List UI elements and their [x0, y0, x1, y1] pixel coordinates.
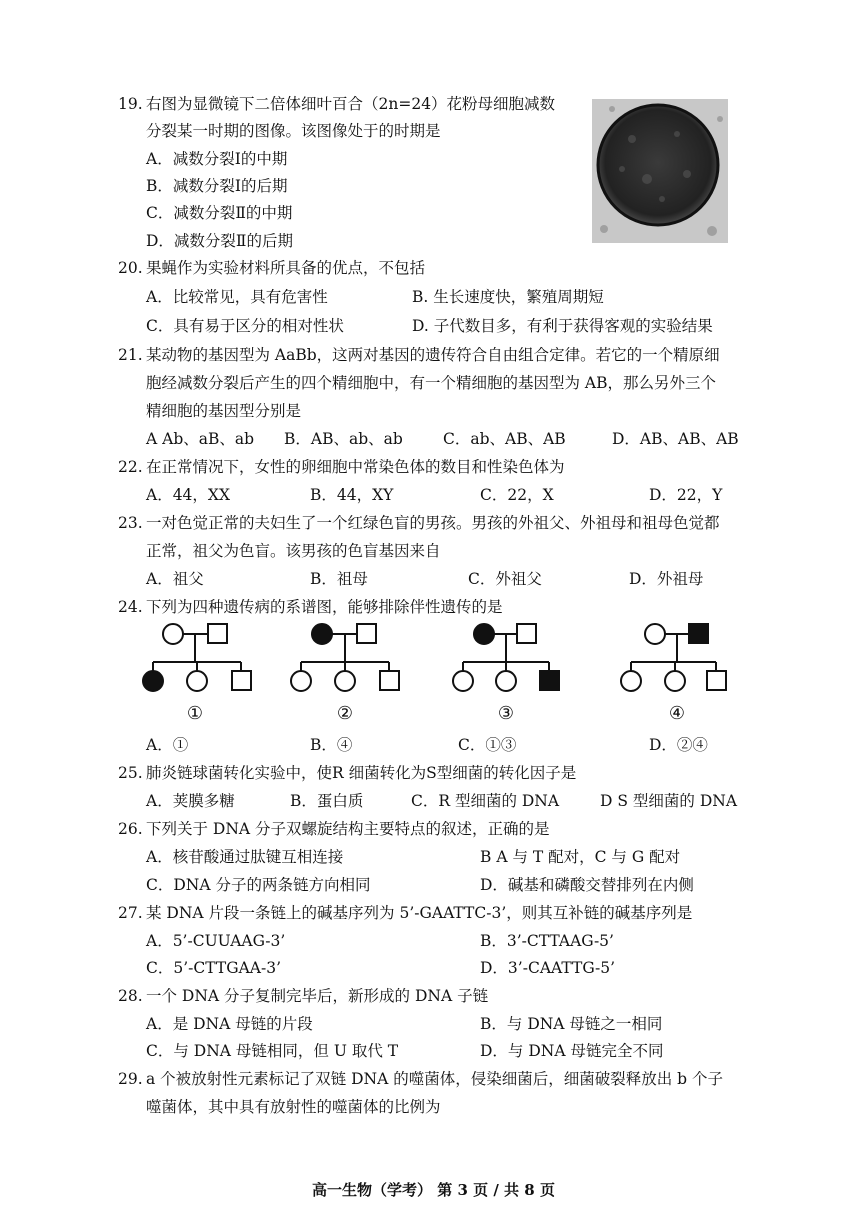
- question-21-stem-3: 精细胞的基因型分别是: [146, 402, 302, 420]
- question-26-option-b: B A 与 T 配对，C 与 G 配对: [480, 848, 681, 866]
- question-20-option-c: C．具有易于区分的相对性状: [146, 317, 344, 335]
- question-23-option-b: B．祖母: [310, 570, 368, 588]
- page-footer: 高一生物（学考） 第 3 页 / 共 8 页: [312, 1181, 555, 1199]
- question-22-stem: 在正常情况下，女性的卵细胞中常染色体的数目和性染色体为: [146, 458, 565, 476]
- question-28-option-d: D．与 DNA 母链完全不同: [480, 1042, 664, 1060]
- pedigree-3: [453, 624, 559, 691]
- pedigree-1: [143, 624, 251, 691]
- question-27-stem: 某 DNA 片段一条链上的碱基序列为 5’-GAATTC-3’，则其互补链的碱基序列是: [146, 904, 693, 922]
- question-23-option-c: C．外祖父: [468, 570, 542, 588]
- question-25-option-c: C．R 型细菌的 DNA: [411, 792, 560, 810]
- question-21-option-b: B．AB、ab、ab: [284, 430, 403, 448]
- question-26-number: 26.: [118, 820, 143, 838]
- question-19-option-b: B．减数分裂Ⅰ的后期: [146, 177, 288, 195]
- question-24-stem: 下列为四种遗传病的系谱图，能够排除伴性遗传的是: [146, 598, 503, 616]
- question-23-number: 23.: [118, 514, 143, 532]
- question-25-option-b: B．蛋白质: [290, 792, 364, 810]
- question-21-stem-2: 胞经减数分裂后产生的四个精细胞中，有一个精细胞的基因型为 AB，那么另外三个: [146, 374, 717, 392]
- question-24-number: 24.: [118, 598, 143, 616]
- question-19-stem-2: 分裂某一时期的图像。该图像处于的时期是: [146, 122, 441, 140]
- question-19-option-c: C．减数分裂Ⅱ的中期: [146, 204, 293, 222]
- question-28-option-a: A．是 DNA 母链的片段: [146, 1015, 313, 1033]
- question-27-option-c: C．5’-CTTGAA-3’: [146, 959, 282, 977]
- question-21-option-c: C．ab、AB、AB: [443, 430, 566, 448]
- question-26-option-d: D．碱基和磷酸交替排列在内侧: [480, 876, 694, 894]
- question-23-stem-2: 正常，祖父为色盲。该男孩的色盲基因来自: [146, 542, 441, 560]
- question-20-option-a: A．比较常见，具有危害性: [146, 288, 328, 306]
- question-19-option-d: D．减数分裂Ⅱ的后期: [146, 232, 293, 250]
- pedigree-label-4: ④: [668, 703, 686, 724]
- question-24-option-a: A．①: [146, 736, 189, 754]
- question-23-stem-1: 一对色觉正常的夫妇生了一个红绿色盲的男孩。男孩的外祖父、外祖母和祖母色觉都: [146, 514, 720, 532]
- question-24-option-b: B．④: [310, 736, 353, 754]
- pedigree-2: [291, 624, 399, 691]
- question-20-option-d: D. 子代数目多，有利于获得客观的实验结果: [412, 317, 713, 335]
- question-20-option-b: B. 生长速度快，繁殖周期短: [412, 288, 604, 306]
- question-23-option-d: D．外祖母: [629, 570, 704, 588]
- question-25-option-d: D S 型细菌的 DNA: [600, 792, 738, 810]
- question-22-option-d: D．22，Y: [649, 486, 723, 504]
- question-28-stem: 一个 DNA 分子复制完毕后，新形成的 DNA 子链: [146, 987, 489, 1005]
- question-21-stem-1: 某动物的基因型为 AaBb，这两对基因的遗传符合自由组合定律。若它的一个精原细: [146, 346, 720, 364]
- question-20-stem: 果蝇作为实验材料所具备的优点，不包括: [146, 259, 426, 277]
- question-25-number: 25.: [118, 764, 143, 782]
- pedigree-label-2: ②: [336, 703, 354, 724]
- question-21-option-a: A Ab、aB、ab: [146, 430, 255, 448]
- question-26-stem: 下列关于 DNA 分子双螺旋结构主要特点的叙述，正确的是: [146, 820, 550, 838]
- question-29-stem-1: a 个被放射性元素标记了双链 DNA 的噬菌体，侵染细菌后，细菌破裂释放出 b 个子: [146, 1070, 723, 1088]
- question-23-option-a: A．祖父: [146, 570, 204, 588]
- question-27-option-a: A．5’-CUUAAG-3’: [146, 932, 286, 950]
- pedigree-charts: [0, 615, 867, 695]
- question-26-option-c: C．DNA 分子的两条链方向相同: [146, 876, 371, 894]
- question-29-number: 29.: [118, 1070, 143, 1088]
- pedigree-label-3: ③: [497, 703, 515, 724]
- question-27-number: 27.: [118, 904, 143, 922]
- question-22-option-c: C．22，X: [480, 486, 554, 504]
- question-27-option-b: B．3’-CTTAAG-5’: [480, 932, 614, 950]
- question-25-stem: 肺炎链球菌转化实验中，使R 细菌转化为S型细菌的转化因子是: [146, 764, 577, 782]
- pedigree-4: [621, 624, 726, 691]
- question-28-option-c: C．与 DNA 母链相同，但 U 取代 T: [146, 1042, 399, 1060]
- question-28-number: 28.: [118, 987, 143, 1005]
- question-22-option-b: B．44，XY: [310, 486, 394, 504]
- question-24-option-d: D．②④: [649, 736, 708, 754]
- micrograph-image: [592, 99, 728, 243]
- pedigree-label-1: ①: [186, 703, 204, 724]
- question-20-number: 20.: [118, 259, 143, 277]
- question-26-option-a: A．核苷酸通过肽键互相连接: [146, 848, 344, 866]
- question-19-number: 19.: [118, 95, 143, 113]
- question-28-option-b: B．与 DNA 母链之一相同: [480, 1015, 663, 1033]
- question-22-number: 22.: [118, 458, 143, 476]
- question-19-option-a: A．减数分裂Ⅰ的中期: [146, 150, 288, 168]
- question-19-stem-1: 右图为显微镜下二倍体细叶百合（2n=24）花粉母细胞减数: [146, 95, 556, 113]
- question-21-option-d: D．AB、AB、AB: [612, 430, 739, 448]
- question-29-stem-2: 噬菌体，其中具有放射性的噬菌体的比例为: [146, 1098, 441, 1116]
- question-25-option-a: A．荚膜多糖: [146, 792, 235, 810]
- question-21-number: 21.: [118, 346, 143, 364]
- question-24-option-c: C．①③: [458, 736, 517, 754]
- question-27-option-d: D．3’-CAATTG-5’: [480, 959, 616, 977]
- question-22-option-a: A．44，XX: [146, 486, 230, 504]
